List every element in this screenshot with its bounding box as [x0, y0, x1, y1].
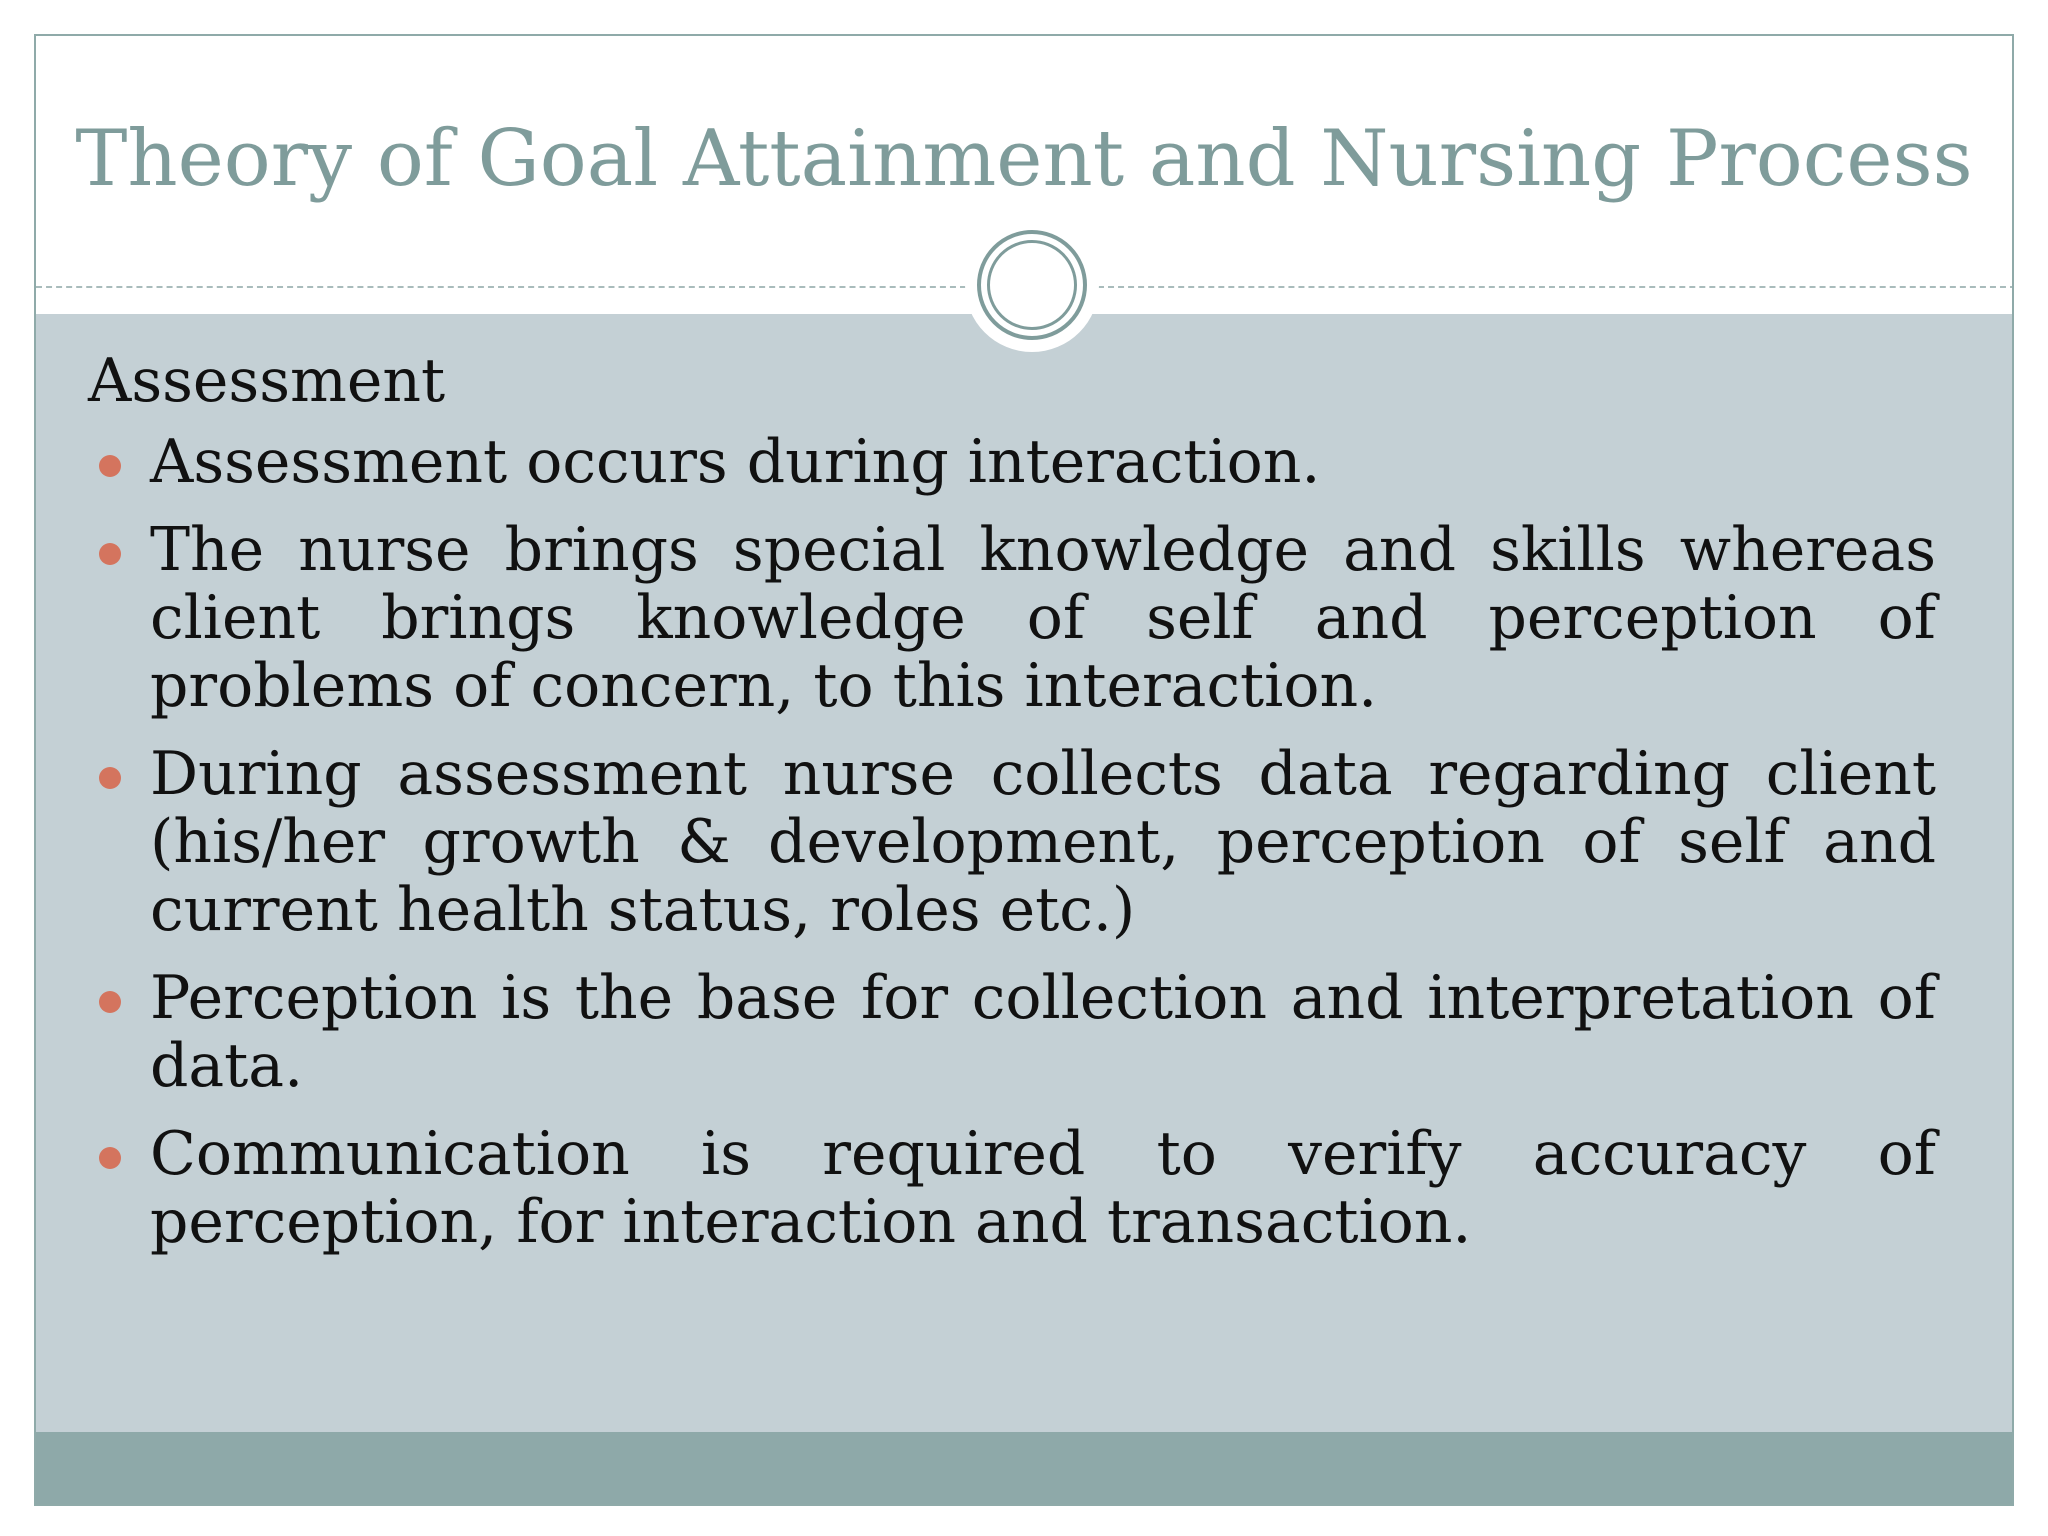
slide-title: Theory of Goal Attainment and Nursing Process	[75, 114, 1973, 204]
slide	[34, 34, 2014, 1506]
section-heading: Assessment	[88, 346, 446, 416]
bullet-dot-icon	[99, 1147, 121, 1169]
bullet-item	[88, 516, 1936, 720]
bullet-dot-icon	[99, 991, 121, 1013]
bullet-text: Perception is the base for collection and interpretation of data.	[150, 963, 1936, 1101]
bullet-list	[88, 428, 1988, 1256]
bullet-item	[88, 1120, 1936, 1256]
bullet-text: The nurse brings special knowledge and skills whereas client brings knowledge of self and perception of problems of concern, to this interaction.	[150, 515, 1936, 721]
footer-bar	[36, 1432, 2012, 1506]
title-divider-left	[36, 286, 966, 288]
bullet-text: Communication is required to verify accuracy of perception, for interaction and transaction.	[150, 1119, 1936, 1257]
bullet-dot-icon	[99, 543, 121, 565]
slide-body	[88, 346, 1988, 1276]
bullet-text: Assessment occurs during interaction.	[150, 427, 1321, 497]
circle-ornament-inner-icon	[987, 240, 1077, 330]
bullet-dot-icon	[99, 767, 121, 789]
bullet-dot-icon	[99, 455, 121, 477]
title-divider-right	[1098, 286, 2014, 288]
bullet-text: During assessment nurse collects data regarding client (his/her growth & development, perception of self and current health status, roles etc.)	[150, 739, 1936, 945]
bullet-item	[88, 428, 1936, 496]
bullet-item	[88, 740, 1936, 944]
bullet-item	[88, 964, 1936, 1100]
